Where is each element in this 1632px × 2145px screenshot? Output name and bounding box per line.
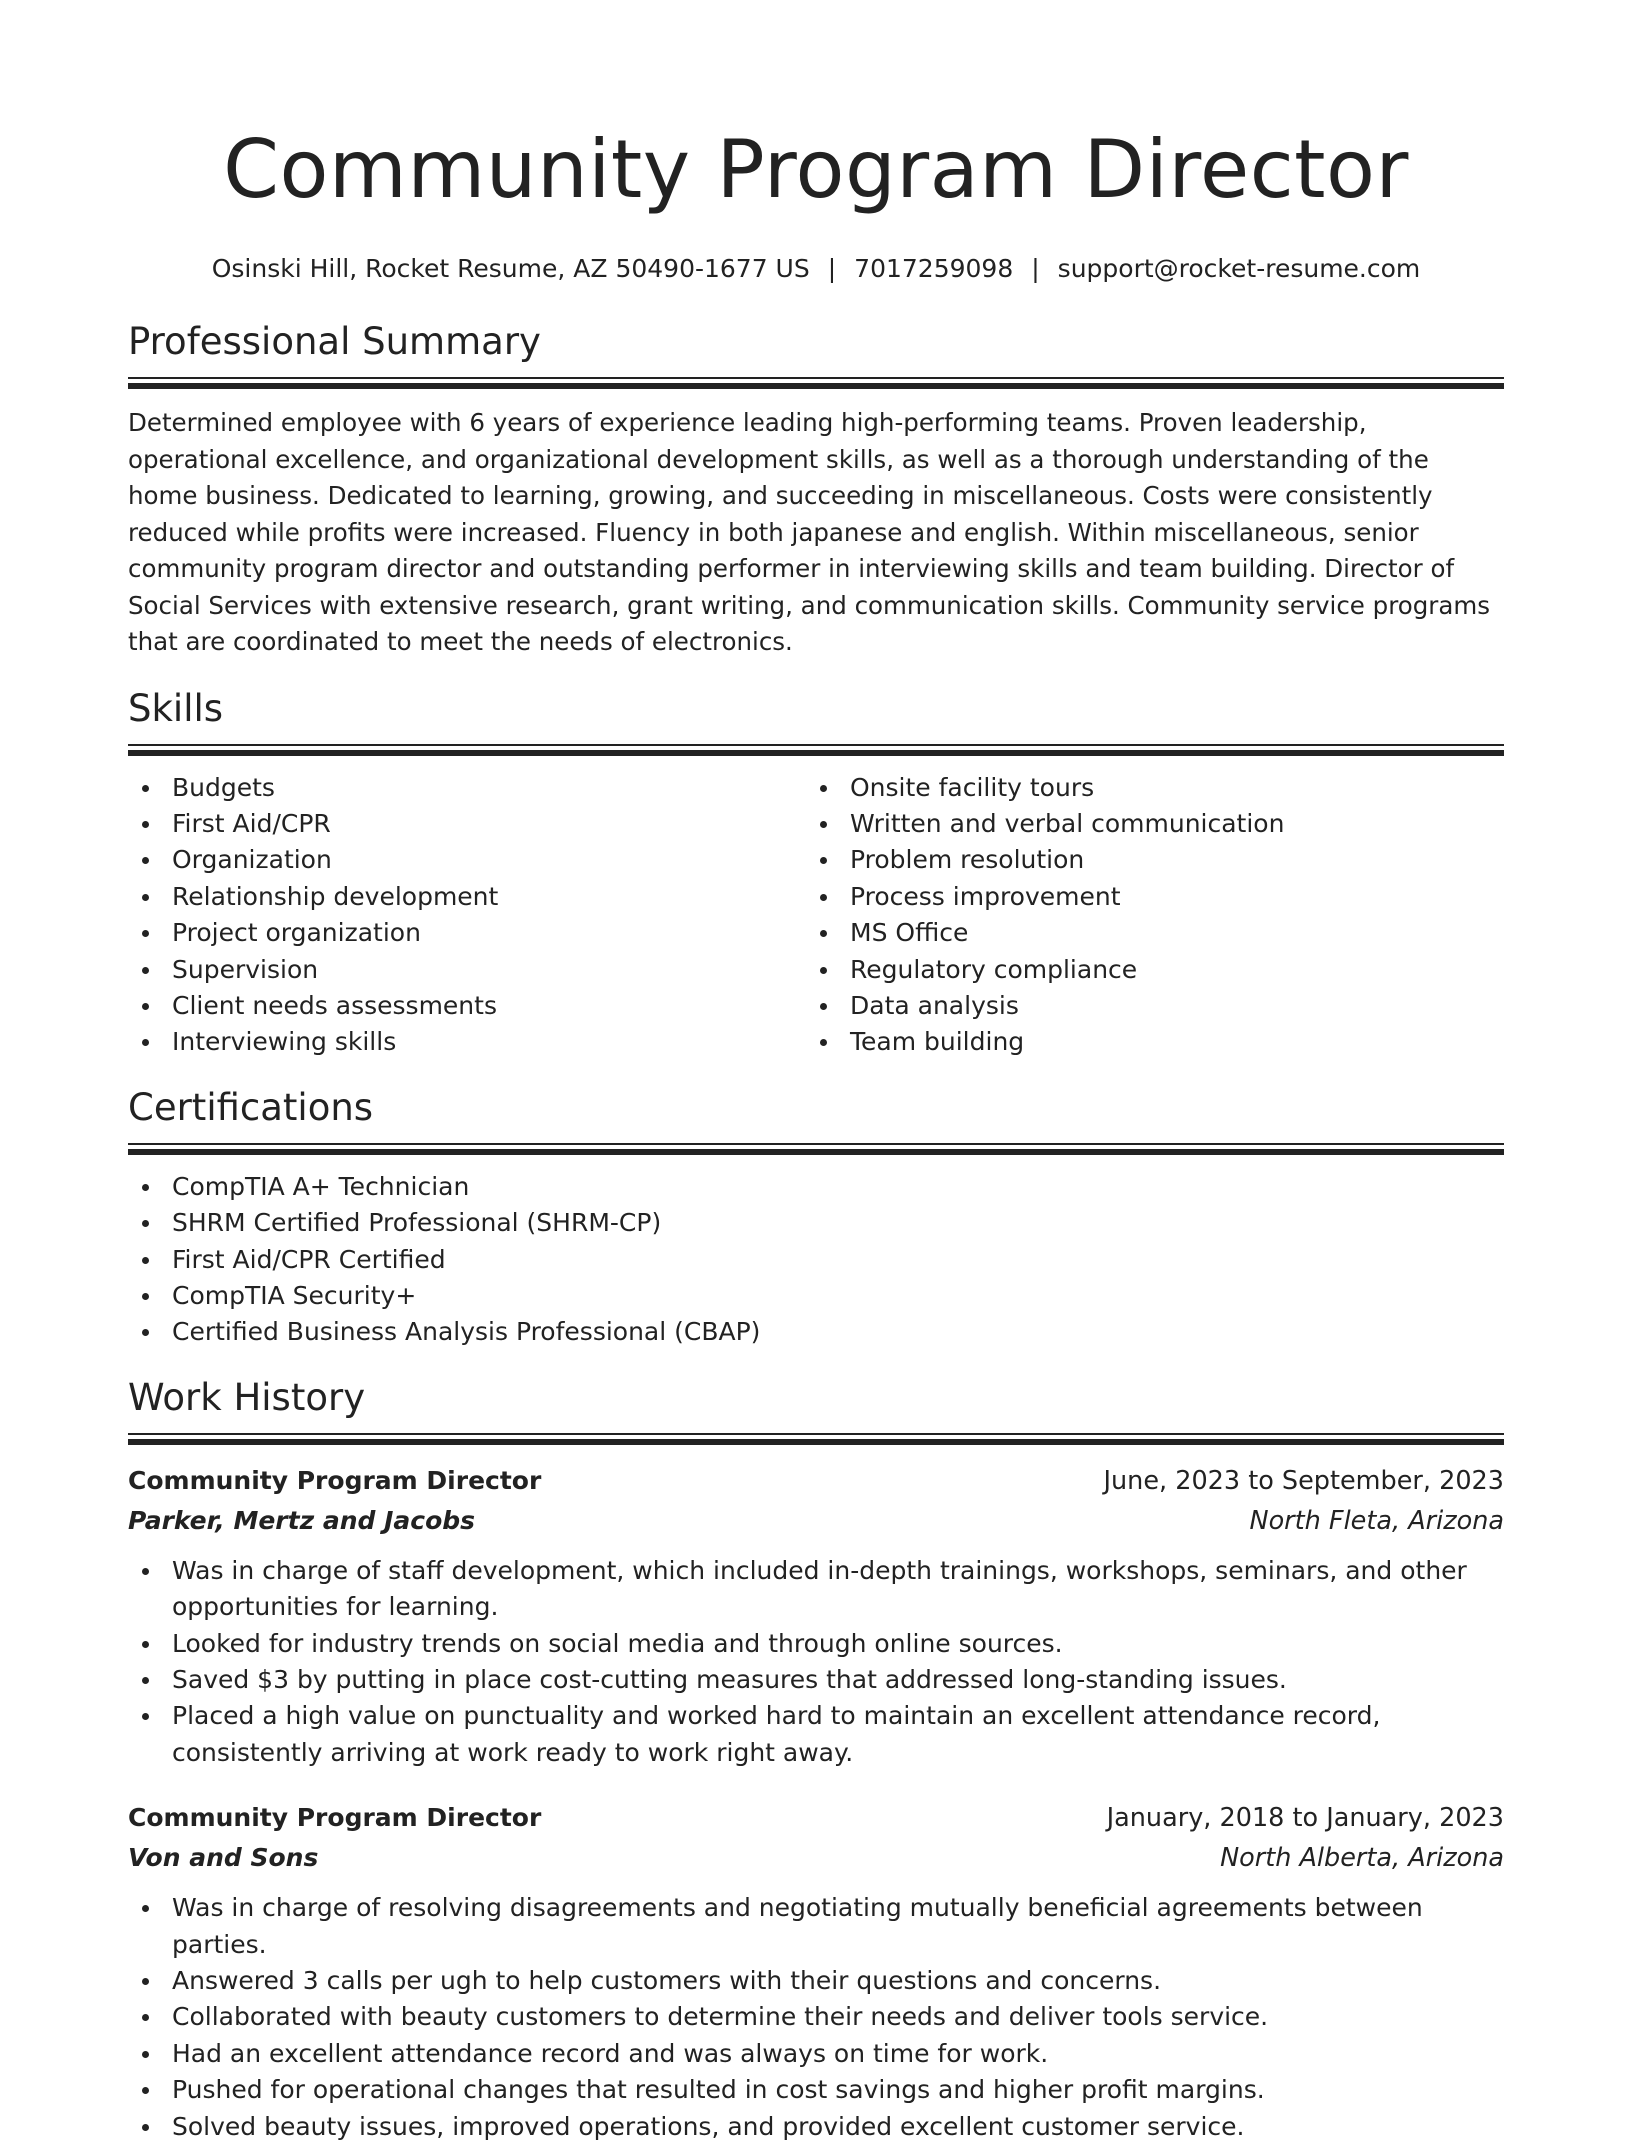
skill-item: Organization xyxy=(128,842,806,878)
job-duty: Collaborated with beauty customers to determine their needs and deliver tools service. xyxy=(128,1999,1504,2035)
job-company: Von and Sons xyxy=(128,1843,319,1873)
job-title: Community Program Director xyxy=(128,1803,542,1833)
job-duty: Was in charge of staff development, which included in-depth trainings, workshops, seminars, and other opportunities for learning. xyxy=(128,1553,1504,1626)
section-divider xyxy=(128,1433,1504,1445)
skill-item: Client needs assessments xyxy=(128,988,806,1024)
section-divider xyxy=(128,1143,1504,1155)
skill-item: First Aid/CPR xyxy=(128,806,806,842)
skill-item: MS Office xyxy=(806,915,1484,951)
skills-list-left xyxy=(128,770,806,1061)
section-divider xyxy=(128,377,1504,389)
skills-section xyxy=(128,686,1504,1061)
skill-item: Problem resolution xyxy=(806,842,1484,878)
skill-item: Team building xyxy=(806,1024,1484,1060)
section-title-work-history: Work History xyxy=(128,1375,366,1419)
resume-page xyxy=(128,0,1504,2145)
certification-item: First Aid/CPR Certified xyxy=(128,1242,1504,1278)
certification-item: SHRM Certified Professional (SHRM-CP) xyxy=(128,1205,1504,1241)
job-duty: Saved $3 by putting in place cost-cutting measures that addressed long-standing issues. xyxy=(128,1662,1504,1698)
certification-item: Certified Business Analysis Professional (CBAP) xyxy=(128,1314,1504,1350)
job-dates: January, 2018 to January, 2023 xyxy=(1106,1803,1504,1834)
skill-item: Project organization xyxy=(128,915,806,951)
job-header xyxy=(128,1798,1504,1838)
skill-item: Regulatory compliance xyxy=(806,952,1484,988)
job-duty: Answered 3 calls per ugh to help customers with their questions and concerns. xyxy=(128,1963,1504,1999)
job-title: Community Program Director xyxy=(128,1465,542,1495)
job-duty: Pushed for operational changes that resulted in cost savings and higher profit margins. xyxy=(128,2072,1504,2108)
job-location: North Fleta, Arizona xyxy=(1249,1505,1504,1536)
section-title-certifications: Certifications xyxy=(128,1085,374,1129)
contact-phone[interactable]: 7017259098 xyxy=(854,254,1014,283)
skills-columns xyxy=(128,770,1504,1061)
job-company: Parker, Mertz and Jacobs xyxy=(128,1505,476,1535)
job-duty: Was in charge of resolving disagreements and negotiating mutually beneficial agreements between parties. xyxy=(128,1890,1504,1963)
job-entry xyxy=(128,1798,1504,2145)
job-duty: Placed a high value on punctuality and worked hard to maintain an excellent attendance record, consistently arriving at work ready to work right away. xyxy=(128,1698,1504,1771)
skill-item: Supervision xyxy=(128,952,806,988)
certification-item: CompTIA A+ Technician xyxy=(128,1169,1504,1205)
summary-text: Determined employee with 6 years of experience leading high-performing teams. Proven leadership, operational excellence, and organizational development skills, as well as a thorough understanding of the home business. Dedicated to learning, growing, and succeeding in miscellaneous. Costs were consistently reduced while profits were increased. Fluency in both japanese and english. Within miscellaneous, senior community program director and outstanding performer in interviewing skills and team building. Director of Social Services with extensive research, grant writing, and communication skills. Community service programs that are coordinated to meet the needs of electronics. xyxy=(128,408,1491,656)
contact-separator: | xyxy=(827,254,837,283)
job-subheader xyxy=(128,1501,1504,1541)
summary-section xyxy=(128,319,1504,661)
contact-email[interactable]: support@rocket-resume.com xyxy=(1057,254,1421,283)
job-dates: June, 2023 to September, 2023 xyxy=(1103,1465,1504,1496)
certifications-list xyxy=(128,1169,1504,1351)
job-duty: Solved beauty issues, improved operations, and provided excellent customer service. xyxy=(128,2109,1504,2145)
skills-list-right xyxy=(806,770,1484,1061)
skill-item: Interviewing skills xyxy=(128,1024,806,1060)
skill-item: Budgets xyxy=(128,770,806,806)
job-header xyxy=(128,1461,1504,1501)
candidate-name: Community Program Director xyxy=(223,123,1409,216)
section-title-summary: Professional Summary xyxy=(128,320,541,363)
job-duty: Had an excellent attendance record and was always on time for work. xyxy=(128,2036,1504,2072)
skill-item: Process improvement xyxy=(806,879,1484,915)
job-duty: Looked for industry trends on social media and through online sources. xyxy=(128,1626,1504,1662)
job-duties-list xyxy=(128,1553,1504,1771)
section-title-skills: Skills xyxy=(128,686,224,730)
job-location: North Alberta, Arizona xyxy=(1220,1843,1504,1874)
skill-item: Data analysis xyxy=(806,988,1484,1024)
contact-separator: | xyxy=(1031,254,1040,283)
certifications-section xyxy=(128,1085,1504,1351)
skill-item: Relationship development xyxy=(128,879,806,915)
job-duties-list xyxy=(128,1890,1504,2145)
work-history-section xyxy=(128,1375,1504,2145)
skill-item: Written and verbal communication xyxy=(806,806,1484,842)
section-divider xyxy=(128,744,1504,756)
job-subheader xyxy=(128,1838,1504,1878)
resume-header xyxy=(128,118,1504,286)
skill-item: Onsite facility tours xyxy=(806,770,1484,806)
contact-address: Osinski Hill, Rocket Resume, AZ 50490-1677 US xyxy=(211,254,810,283)
certification-item: CompTIA Security+ xyxy=(128,1278,1504,1314)
job-entry xyxy=(128,1461,1504,1771)
contact-line xyxy=(128,252,1504,286)
